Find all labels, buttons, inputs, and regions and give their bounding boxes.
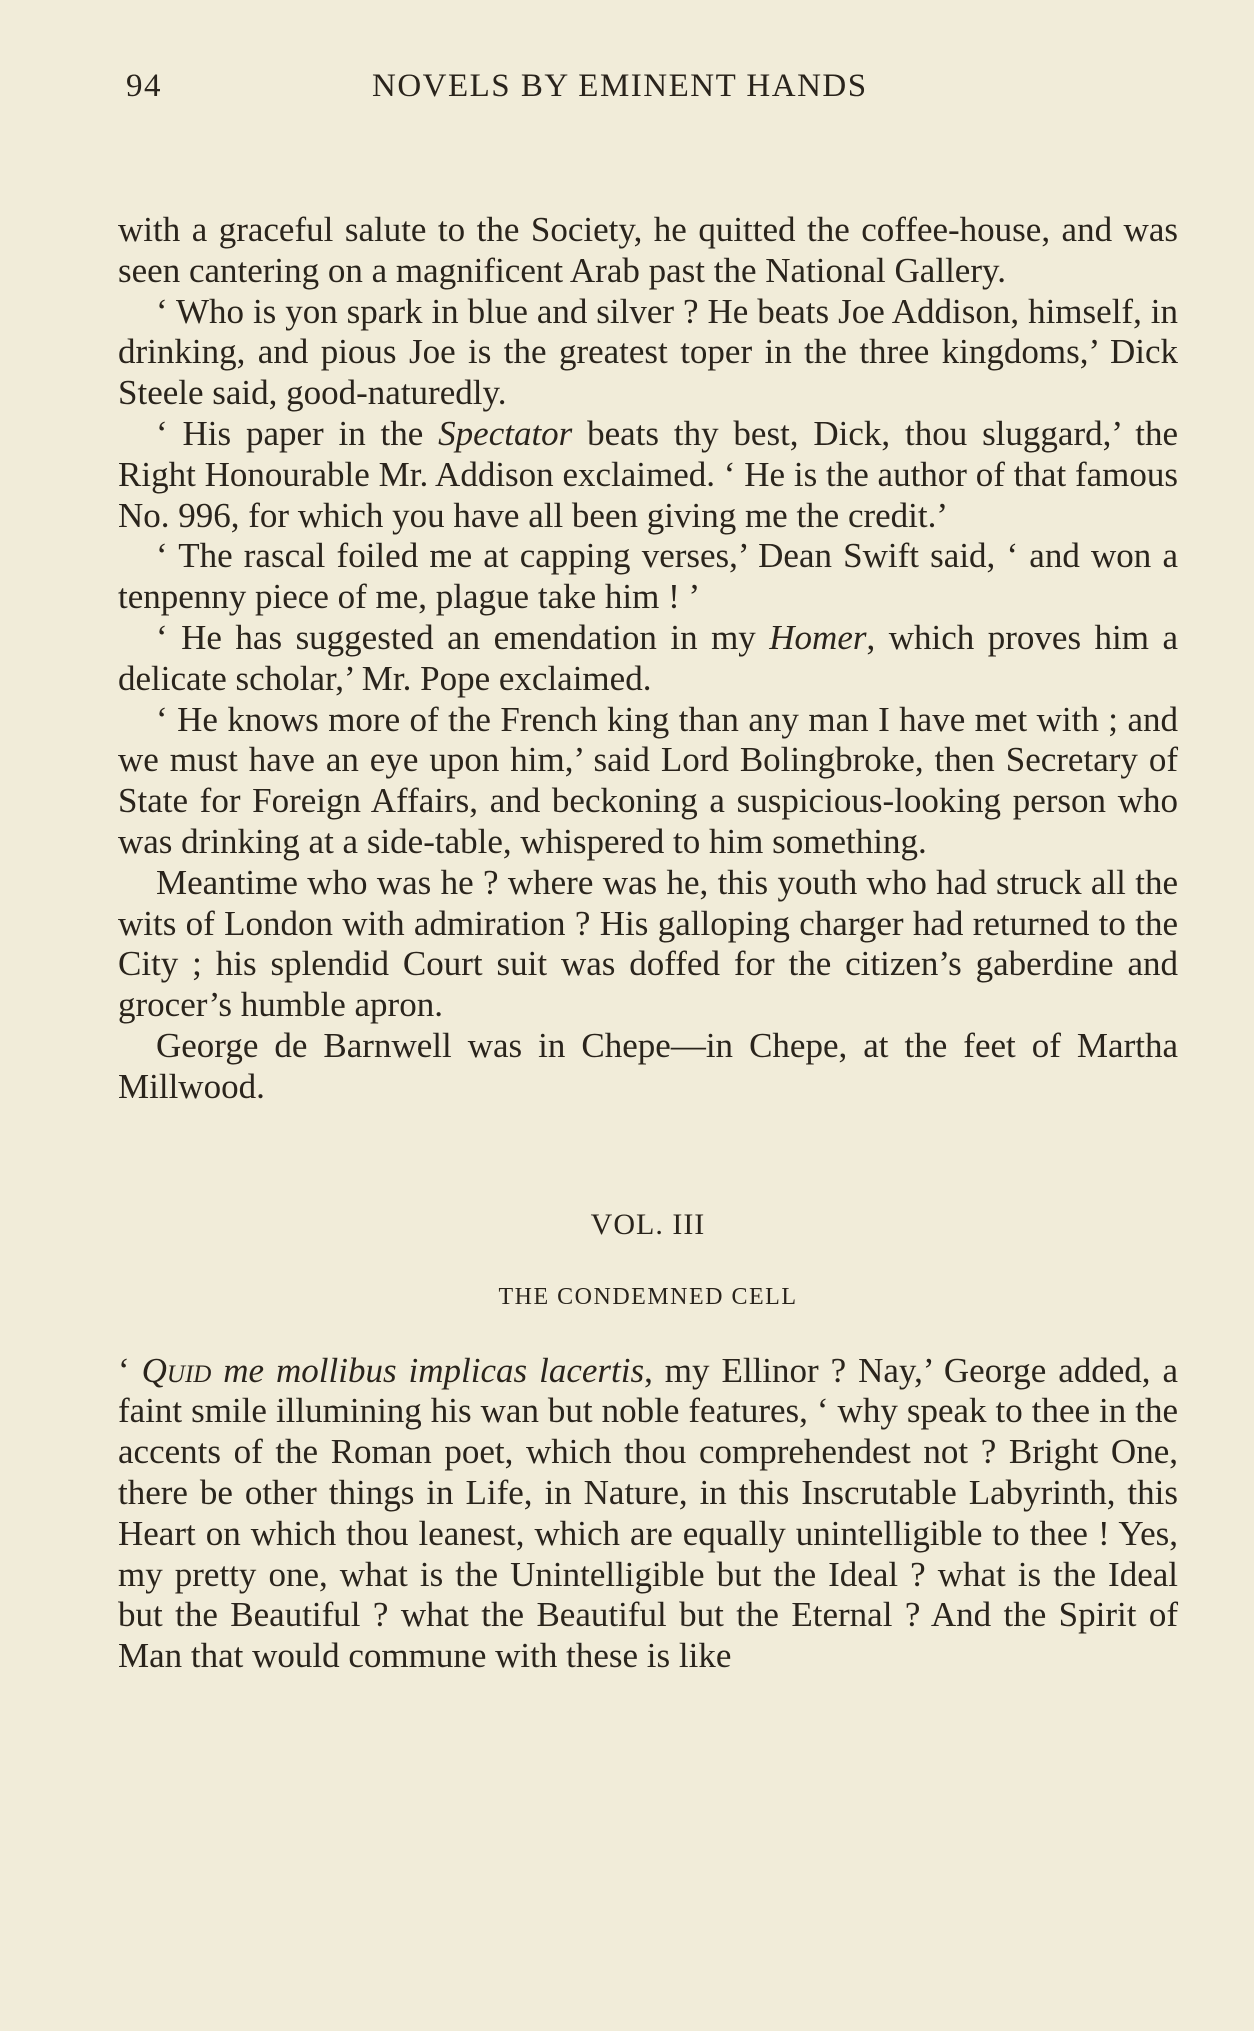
running-head: [118, 64, 1178, 116]
page-number: 94: [126, 68, 162, 104]
paragraph-2: ‘ Who is yon spark in blue and silver ? He beats Joe Addison, himself, in drinking, and pious Joe is the greatest toper in the three kingdoms,’ Dick Steele said, good-naturedly.: [118, 291, 1178, 413]
paragraph-1: with a graceful salute to the Society, he quitted the coffee-house, and was seen cantering on a magnificent Arab past the National Gallery.: [118, 210, 1178, 290]
latin-quote-lead: Quid: [141, 1350, 212, 1390]
volume-heading: VOL. III: [590, 1207, 706, 1241]
paragraph-6: ‘ He knows more of the French king than any man I have met with ; and we must have an eye upon him,’ said Lord Bolingbroke, then Secretary of State for Foreign Affairs, and beckoning a suspicious-looking person who was drinking at a side-table, whispered to him something.: [118, 699, 1178, 861]
body-text: [118, 210, 1178, 1108]
paragraph-7: Meantime who was he ? where was he, this youth who had struck all the wits of London with admiration ? His galloping charger had returned to the City ; his splendid Court suit was doffed for the citizen’s gaberdine and grocer’s humble apron.: [118, 862, 1178, 1025]
paragraph-5: ‘ He has suggested an emendation in my Homer, which proves him a delicate scholar,’ Mr. Pope exclaimed.: [118, 617, 1179, 698]
chapter-title: THE CONDEMNED CELL: [498, 1283, 798, 1310]
paragraph-8: George de Barnwell was in Chepe—in Chepe, at the feet of Martha Millwood.: [118, 1025, 1178, 1106]
latin-quote: me mollibus implicas lacertis: [211, 1350, 645, 1390]
running-title: NOVELS BY EMINENT HANDS: [372, 68, 868, 104]
chapter-opening-paragraph: ‘ Quid me mollibus implicas lacertis, my Ellinor ? Nay,’ George added, a faint smile illumining his wan but noble features, ‘ why speak to thee in the accents of the Roman poet, which thou comprehendest not ? Bright One, there be other things in Life, in Nature, in this Inscrutable Labyrinth, this Heart on which thou leanest, which are equally unintelligible to thee ! Yes, my pretty one, what is the Unintelligible but the Ideal ? what is the Ideal but the Beautiful ? what the Beautiful but the Eternal ? And the Spirit of Man that would commune with these is like: [118, 1350, 1179, 1676]
homer-title: Homer: [769, 617, 867, 657]
paragraph-3: ‘ His paper in the Spectator beats thy best, Dick, thou sluggard,’ the Right Honourable Mr. Addison exclaimed. ‘ He is the author of that famous No. 996, for which you have all been giving me the credit.’: [118, 413, 1178, 535]
spectator-title: Spectator: [438, 413, 573, 453]
paragraph-4: ‘ The rascal foiled me at capping verses,’ Dean Swift said, ‘ and won a tenpenny piece of me, plague take him ! ’: [118, 536, 1178, 617]
